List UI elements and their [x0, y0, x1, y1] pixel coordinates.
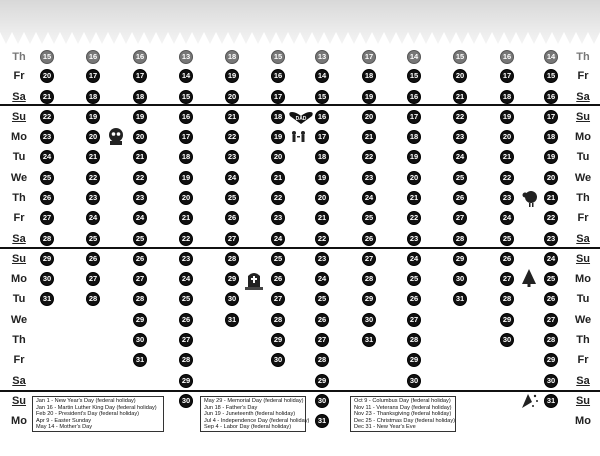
- day-circle: 25: [271, 252, 285, 266]
- holiday-entry: Oct 9 - Columbus Day (federal holiday): [354, 398, 451, 404]
- day-circle: 24: [362, 191, 376, 205]
- day-circle: 22: [179, 232, 193, 246]
- weekday-label: Fr: [577, 354, 589, 366]
- week-divider-1: [0, 104, 600, 106]
- day-circle: 20: [86, 130, 100, 144]
- day-circle: 28: [271, 313, 285, 327]
- weekday-label: Th: [576, 51, 590, 63]
- weekday-label: Sa: [576, 375, 590, 387]
- weekday-label: Su: [575, 253, 591, 265]
- day-circle: 30: [179, 394, 193, 408]
- day-circle: 19: [544, 150, 558, 164]
- day-circle: 20: [271, 150, 285, 164]
- day-circle: 20: [225, 90, 239, 104]
- day-circle: 18: [133, 90, 147, 104]
- day-circle: 18: [544, 130, 558, 144]
- week-divider-3: [0, 390, 600, 392]
- fathers-day-heart-icon: [288, 111, 314, 125]
- day-circle: 18: [271, 110, 285, 124]
- day-circle: 24: [500, 211, 514, 225]
- day-circle: 17: [179, 130, 193, 144]
- day-circle: 19: [315, 171, 329, 185]
- day-circle: 25: [133, 232, 147, 246]
- day-circle: 15: [407, 69, 421, 83]
- weekday-label: Th: [12, 334, 26, 346]
- day-circle: 28: [500, 292, 514, 306]
- day-circle: 24: [86, 211, 100, 225]
- day-circle: 30: [453, 272, 467, 286]
- day-circle: 20: [179, 191, 193, 205]
- day-circle: 22: [453, 110, 467, 124]
- day-circle: 19: [407, 150, 421, 164]
- weekday-label: Fr: [13, 354, 25, 366]
- day-circle: 27: [407, 313, 421, 327]
- weekday-label: Fr: [13, 70, 25, 82]
- day-circle: 17: [86, 69, 100, 83]
- weekday-label: Th: [576, 192, 590, 204]
- day-circle: 31: [315, 414, 329, 428]
- day-circle: 22: [362, 150, 376, 164]
- day-circle: 23: [86, 191, 100, 205]
- day-circle: 30: [500, 333, 514, 347]
- day-circle: 16: [133, 50, 147, 64]
- day-circle: 21: [315, 211, 329, 225]
- day-circle: 16: [315, 110, 329, 124]
- weekday-label: Th: [12, 51, 26, 63]
- day-circle: 23: [362, 171, 376, 185]
- day-circle: 26: [225, 211, 239, 225]
- day-circle: 22: [500, 171, 514, 185]
- juneteenth-figures-icon: [289, 130, 309, 144]
- day-circle: 29: [453, 252, 467, 266]
- day-circle: 24: [40, 150, 54, 164]
- weekday-label: Th: [12, 192, 26, 204]
- day-circle: 22: [407, 211, 421, 225]
- day-circle: 29: [40, 252, 54, 266]
- day-circle: 26: [86, 252, 100, 266]
- day-circle: 15: [544, 69, 558, 83]
- day-circle: 28: [407, 333, 421, 347]
- day-circle: 31: [544, 394, 558, 408]
- weekday-label: Mo: [575, 131, 591, 143]
- day-circle: 26: [133, 252, 147, 266]
- day-circle: 22: [544, 211, 558, 225]
- day-circle: 29: [315, 374, 329, 388]
- weekday-label: Su: [11, 395, 27, 407]
- day-circle: 23: [271, 211, 285, 225]
- mlk-portrait-icon: [105, 127, 127, 145]
- day-circle: 31: [453, 292, 467, 306]
- day-circle: 23: [179, 252, 193, 266]
- day-circle: 18: [179, 150, 193, 164]
- day-circle: 28: [362, 272, 376, 286]
- day-circle: 26: [271, 272, 285, 286]
- day-circle: 29: [362, 292, 376, 306]
- day-circle: 23: [225, 150, 239, 164]
- day-circle: 30: [225, 292, 239, 306]
- day-circle: 22: [40, 110, 54, 124]
- day-circle: 30: [362, 313, 376, 327]
- day-circle: 29: [271, 333, 285, 347]
- day-circle: 29: [407, 353, 421, 367]
- day-circle: 28: [40, 232, 54, 246]
- day-circle: 17: [500, 69, 514, 83]
- day-circle: 23: [407, 232, 421, 246]
- day-circle: 27: [453, 211, 467, 225]
- day-circle: 18: [500, 90, 514, 104]
- day-circle: 20: [407, 171, 421, 185]
- day-circle: 27: [500, 272, 514, 286]
- holiday-entry: Jul 4 - Independence Day (federal holiday): [204, 417, 310, 424]
- day-circle: 24: [133, 211, 147, 225]
- day-circle: 25: [500, 232, 514, 246]
- day-circle: 25: [544, 272, 558, 286]
- day-circle: 20: [315, 191, 329, 205]
- day-circle: 15: [453, 50, 467, 64]
- day-circle: 23: [500, 191, 514, 205]
- christmas-tree-icon: [519, 268, 539, 288]
- holiday-box-2: [200, 396, 310, 432]
- week-divider-2: [0, 247, 600, 249]
- day-circle: 20: [362, 110, 376, 124]
- day-circle: 27: [362, 252, 376, 266]
- day-circle: 31: [362, 333, 376, 347]
- day-circle: 16: [544, 90, 558, 104]
- day-circle: 31: [133, 353, 147, 367]
- day-circle: 18: [315, 150, 329, 164]
- day-circle: 20: [40, 69, 54, 83]
- weekday-label: We: [574, 314, 592, 326]
- day-circle: 18: [407, 130, 421, 144]
- day-circle: 26: [362, 232, 376, 246]
- day-circle: 21: [225, 110, 239, 124]
- day-circle: 17: [315, 130, 329, 144]
- day-circle: 21: [362, 130, 376, 144]
- weekday-label: Su: [575, 111, 591, 123]
- day-circle: 27: [544, 313, 558, 327]
- weekday-label: Sa: [576, 91, 590, 103]
- holiday-entry: Apr 9 - Easter Sunday: [36, 417, 92, 424]
- weekday-label: We: [10, 314, 28, 326]
- holiday-entry: Jun 19 - Juneteenth (federal holiday): [204, 411, 296, 417]
- day-circle: 29: [133, 313, 147, 327]
- day-circle: 28: [86, 292, 100, 306]
- day-circle: 16: [179, 110, 193, 124]
- holiday-entry: May 29 - Memorial Day (federal holiday): [204, 398, 304, 404]
- day-circle: 29: [179, 374, 193, 388]
- torn-paper-edge: [0, 0, 600, 50]
- svg-text:DAD: DAD: [295, 116, 307, 122]
- day-circle: 20: [133, 130, 147, 144]
- memorial-tombstone-icon: [245, 270, 263, 290]
- new-years-confetti-icon: [520, 392, 540, 410]
- weekday-label: Mo: [575, 273, 591, 285]
- holiday-entry: Nov 23 - Thanksgiving (federal holiday): [354, 411, 452, 417]
- weekday-label: Fr: [13, 212, 25, 224]
- holiday-entry: Nov 11 - Veterans Day (federal holiday): [354, 404, 452, 411]
- day-circle: 29: [225, 272, 239, 286]
- day-circle: 27: [40, 211, 54, 225]
- day-circle: 21: [271, 171, 285, 185]
- holiday-box-3: [350, 396, 456, 432]
- day-circle: 25: [453, 171, 467, 185]
- day-circle: 17: [362, 50, 376, 64]
- day-circle: 20: [500, 130, 514, 144]
- day-circle: 30: [271, 353, 285, 367]
- weekday-label: Sa: [12, 233, 26, 245]
- day-circle: 14: [407, 50, 421, 64]
- day-circle: 19: [133, 110, 147, 124]
- day-circle: 24: [315, 272, 329, 286]
- day-circle: 25: [225, 191, 239, 205]
- weekday-label: Su: [11, 111, 27, 123]
- day-circle: 24: [453, 150, 467, 164]
- weekday-label: Tu: [576, 293, 590, 305]
- day-circle: 25: [86, 232, 100, 246]
- day-circle: 13: [315, 50, 329, 64]
- day-circle: 17: [544, 110, 558, 124]
- weekday-label: Tu: [12, 151, 26, 163]
- day-circle: 25: [179, 292, 193, 306]
- day-circle: 21: [40, 90, 54, 104]
- day-circle: 28: [133, 292, 147, 306]
- day-circle: 25: [362, 211, 376, 225]
- day-circle: 15: [179, 90, 193, 104]
- day-circle: 28: [315, 353, 329, 367]
- day-circle: 18: [362, 69, 376, 83]
- day-circle: 21: [179, 211, 193, 225]
- day-circle: 16: [271, 69, 285, 83]
- weekday-label: Mo: [11, 131, 27, 143]
- day-circle: 18: [86, 90, 100, 104]
- day-circle: 28: [225, 252, 239, 266]
- day-circle: 21: [544, 191, 558, 205]
- weekday-label: Tu: [576, 151, 590, 163]
- day-circle: 21: [407, 191, 421, 205]
- weekday-label: Th: [576, 334, 590, 346]
- day-circle: 28: [179, 353, 193, 367]
- day-circle: 27: [133, 272, 147, 286]
- turkey-icon: [519, 188, 539, 208]
- day-circle: 21: [500, 150, 514, 164]
- day-circle: 21: [133, 150, 147, 164]
- day-circle: 25: [407, 272, 421, 286]
- day-circle: 24: [179, 272, 193, 286]
- holiday-entry: Dec 31 - New Year's Eve: [354, 424, 416, 430]
- day-circle: 15: [315, 90, 329, 104]
- day-circle: 31: [225, 313, 239, 327]
- day-circle: 24: [407, 252, 421, 266]
- day-circle: 20: [453, 69, 467, 83]
- day-circle: 30: [407, 374, 421, 388]
- day-circle: 17: [271, 90, 285, 104]
- weekday-label: Mo: [11, 273, 27, 285]
- day-circle: 22: [86, 171, 100, 185]
- day-circle: 19: [362, 90, 376, 104]
- day-circle: 29: [500, 313, 514, 327]
- day-circle: 19: [500, 110, 514, 124]
- day-circle: 23: [453, 130, 467, 144]
- day-circle: 23: [133, 191, 147, 205]
- day-circle: 19: [86, 110, 100, 124]
- day-circle: 27: [225, 232, 239, 246]
- day-circle: 25: [40, 171, 54, 185]
- day-circle: 24: [225, 171, 239, 185]
- day-circle: 22: [133, 171, 147, 185]
- day-circle: 21: [453, 90, 467, 104]
- day-circle: 28: [544, 333, 558, 347]
- weekday-label: Sa: [576, 233, 590, 245]
- day-circle: 29: [544, 353, 558, 367]
- day-circle: 27: [271, 292, 285, 306]
- weekday-label: Sa: [12, 91, 26, 103]
- day-circle: 26: [453, 191, 467, 205]
- day-circle: 30: [40, 272, 54, 286]
- day-circle: 14: [544, 50, 558, 64]
- weekday-label: Mo: [575, 415, 591, 427]
- day-circle: 30: [133, 333, 147, 347]
- day-circle: 26: [315, 313, 329, 327]
- day-circle: 22: [271, 191, 285, 205]
- day-circle: 28: [453, 232, 467, 246]
- weekday-label: We: [10, 172, 28, 184]
- day-circle: 21: [86, 150, 100, 164]
- holiday-entry: Jan 1 - New Year's Day (federal holiday): [36, 398, 136, 404]
- day-circle: 23: [315, 252, 329, 266]
- day-circle: 30: [315, 394, 329, 408]
- day-circle: 16: [500, 50, 514, 64]
- holiday-entry: Feb 20 - President's Day (federal holiday): [36, 411, 140, 417]
- day-circle: 17: [407, 110, 421, 124]
- day-circle: 26: [40, 191, 54, 205]
- day-circle: 18: [225, 50, 239, 64]
- day-circle: 14: [315, 69, 329, 83]
- holiday-entry: May 14 - Mother's Day: [36, 424, 93, 430]
- day-circle: 24: [544, 252, 558, 266]
- day-circle: 30: [544, 374, 558, 388]
- day-circle: 26: [500, 252, 514, 266]
- weekday-label: Mo: [11, 415, 27, 427]
- weekday-label: Fr: [577, 70, 589, 82]
- day-circle: 19: [179, 171, 193, 185]
- day-circle: 19: [225, 69, 239, 83]
- holiday-entry: Jun 18 - Father's Day: [204, 404, 258, 411]
- day-circle: 16: [407, 90, 421, 104]
- day-circle: 26: [407, 292, 421, 306]
- holiday-entry: Dec 25 - Christmas Day (federal holiday): [354, 417, 456, 424]
- weekday-label: Fr: [577, 212, 589, 224]
- day-circle: 23: [544, 232, 558, 246]
- day-circle: 22: [315, 232, 329, 246]
- day-circle: 14: [179, 69, 193, 83]
- weekday-label: Tu: [12, 293, 26, 305]
- weekday-label: Su: [11, 253, 27, 265]
- holiday-box-1: [32, 396, 164, 432]
- day-circle: 17: [133, 69, 147, 83]
- holiday-entry: Jan 16 - Martin Luther King Day (federal holiday): [36, 404, 157, 411]
- day-circle: 16: [86, 50, 100, 64]
- day-circle: 13: [179, 50, 193, 64]
- day-circle: 27: [179, 333, 193, 347]
- day-circle: 15: [40, 50, 54, 64]
- day-circle: 26: [179, 313, 193, 327]
- day-circle: 19: [271, 130, 285, 144]
- day-circle: 22: [225, 130, 239, 144]
- weekday-label: We: [574, 172, 592, 184]
- day-circle: 25: [315, 292, 329, 306]
- weekday-label: Sa: [12, 375, 26, 387]
- day-circle: 24: [271, 232, 285, 246]
- day-circle: 20: [544, 171, 558, 185]
- day-circle: 23: [40, 130, 54, 144]
- weekday-label: Su: [575, 395, 591, 407]
- day-circle: 27: [315, 333, 329, 347]
- day-circle: 31: [40, 292, 54, 306]
- day-circle: 26: [544, 292, 558, 306]
- day-circle: 15: [271, 50, 285, 64]
- day-circle: 27: [86, 272, 100, 286]
- holiday-entry: Sep 4 - Labor Day (federal holiday): [204, 424, 292, 430]
